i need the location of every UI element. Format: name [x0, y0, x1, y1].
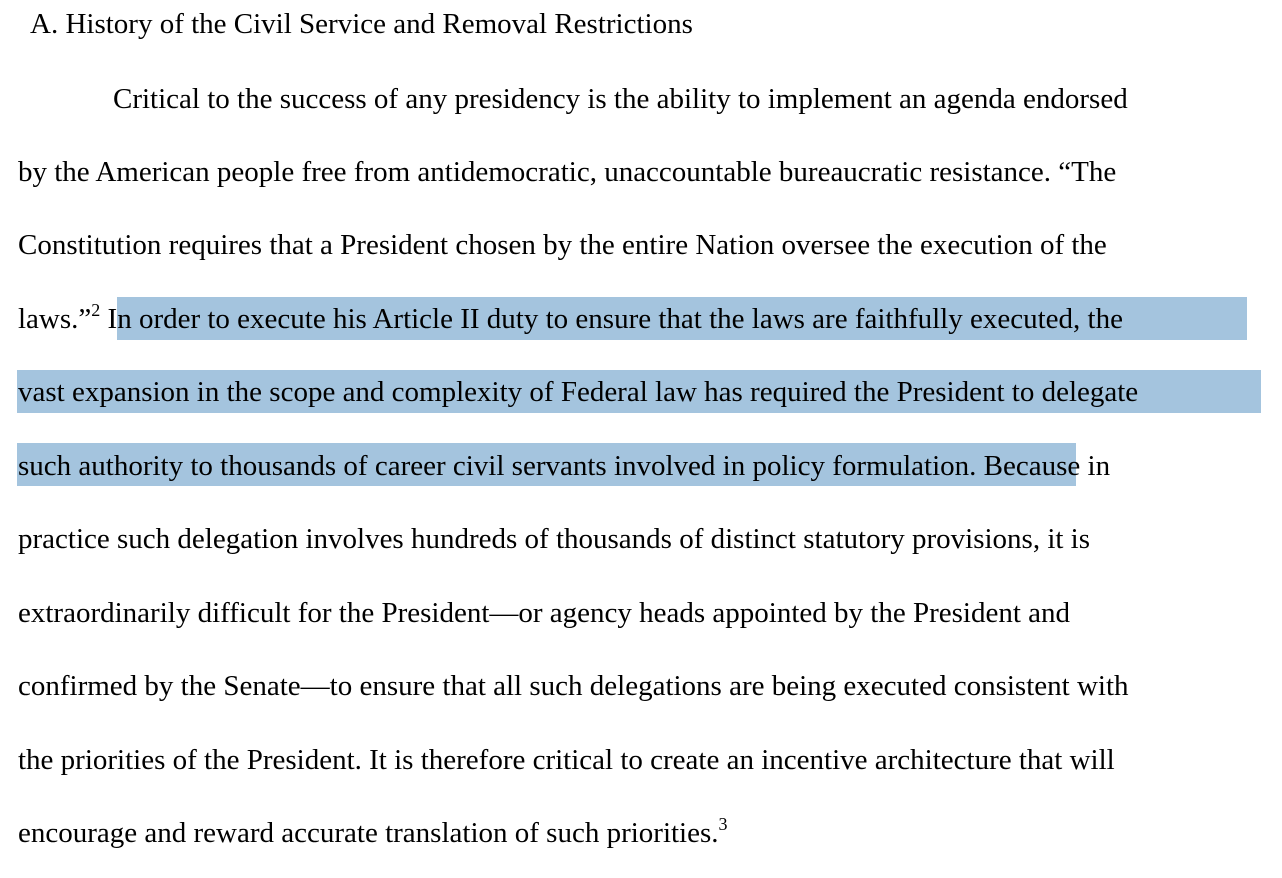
highlighted-text: vast expansion in the scope and complexity of Federal law has required the President to delegate: [18, 376, 1139, 408]
paragraph-line-7: [18, 521, 1090, 557]
paragraph-line-2: [18, 154, 1116, 190]
line-text: the priorities of the President. It is therefore critical to create an incentive architecture that will: [18, 744, 1115, 776]
paragraph-line-9: [18, 668, 1129, 704]
paragraph-line-4: [18, 301, 1123, 337]
line-text: Constitution requires that a President chosen by the entire Nation oversee the execution of the: [18, 229, 1107, 261]
line-text: Critical to the success of any presidency is the ability to implement an agenda endorsed: [113, 83, 1128, 115]
paragraph-line-5: [18, 374, 1138, 410]
line-text: confirmed by the Senate—to ensure that all such delegations are being executed consistent with: [18, 670, 1129, 702]
paragraph-line-11: [18, 815, 728, 851]
paragraph-line-8: [18, 595, 1070, 631]
footnote-ref-3[interactable]: 3: [718, 814, 728, 834]
line-text: by the American people free from antidemocratic, unaccountable bureaucratic resistance. “The: [18, 156, 1117, 188]
section-heading: A. History of the Civil Service and Removal Restrictions: [30, 8, 693, 40]
paragraph-line-6: [18, 448, 1110, 484]
paragraph-line-1: [113, 81, 1128, 117]
highlighted-text: such authority to thousands of career civil servants involved in policy formulation.: [18, 450, 977, 482]
paragraph-line-3: [18, 227, 1107, 263]
highlighted-text: In order to execute his Article II duty to ensure that the laws are faithfully executed, the: [100, 303, 1123, 335]
footnote-ref-2[interactable]: 2: [91, 300, 101, 320]
paragraph-line-10: [18, 742, 1115, 778]
line-text: extraordinarily difficult for the President—or agency heads appointed by the President and: [18, 597, 1071, 629]
line-text: practice such delegation involves hundreds of thousands of distinct statutory provisions, it is: [18, 523, 1091, 555]
line-text: Because in: [976, 450, 1111, 482]
line-text: laws.”: [18, 303, 92, 335]
line-text: encourage and reward accurate translation of such priorities.: [18, 817, 719, 849]
